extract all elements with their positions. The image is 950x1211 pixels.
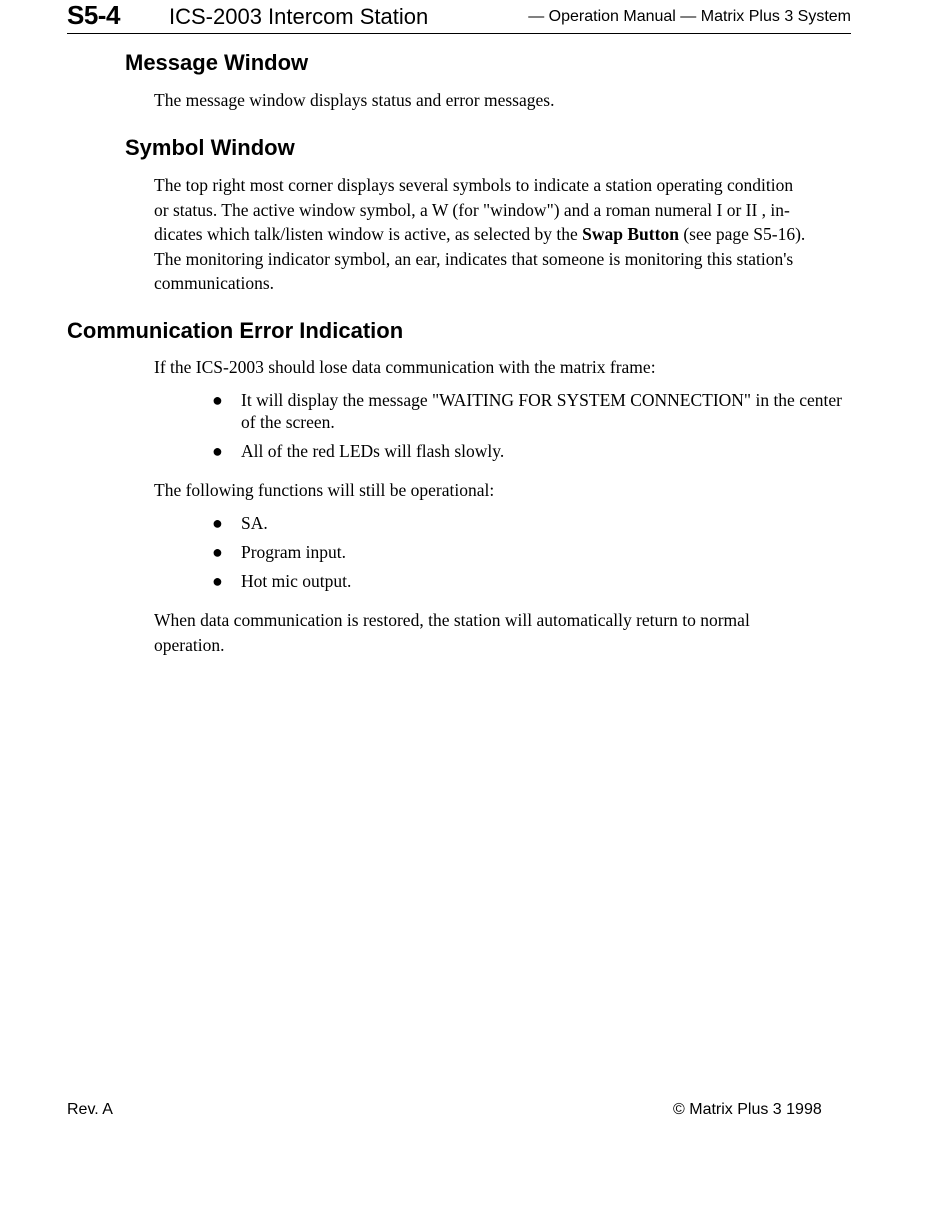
symbol-window-line-3 — [154, 222, 848, 247]
symbol-window-line-1: The top right most corner displays several symbols to indicate a station operating condition — [154, 175, 794, 195]
heading-communication-error: Communication Error Indication — [67, 318, 404, 343]
heading-symbol-window: Symbol Window — [125, 135, 295, 160]
bullet-icon: ● — [212, 441, 223, 461]
operational-list — [154, 512, 854, 592]
symbol-window-line-3-end: (see page S5-16). — [678, 224, 806, 244]
message-window-text: The message window displays status and error messages. — [154, 90, 555, 110]
comm-error-list — [154, 389, 854, 462]
list-item: ● Hot mic output. — [212, 571, 352, 591]
page-number: S5-4 — [67, 0, 120, 30]
list-item: ● Program input. — [212, 542, 346, 562]
symbol-window-line-3-start: dicates which talk/listen window is active, as selected by the — [154, 224, 583, 244]
symbol-window-line-4: The monitoring indicator symbol, an ear, indicates that someone is monitoring this station's — [154, 248, 794, 269]
list-item: ● All of the red LEDs will flash slowly. — [212, 441, 505, 461]
page-subtitle: — Operation Manual — Matrix Plus 3 System — [528, 8, 851, 25]
footer-copyright: © Matrix Plus 3 1998 — [673, 1101, 822, 1118]
symbol-window-line-5: communications. — [154, 273, 275, 293]
closing-text: When data communication is restored, the station will automatically return to normal operation. — [154, 610, 750, 655]
swap-button-reference: Swap Button — [582, 224, 679, 244]
bullet-icon: ● — [212, 571, 223, 591]
footer-revision: Rev. A — [67, 1101, 113, 1118]
bullet-icon: ● — [212, 390, 223, 410]
bullet-icon: ● — [212, 542, 223, 562]
symbol-window-text — [154, 173, 848, 296]
operational-intro: The following functions will still be operational: — [154, 480, 495, 500]
symbol-window-line-2: or status. The active window symbol, a W (for "window") and a roman numeral I or II , in- — [154, 199, 790, 220]
list-item: ● SA. — [212, 513, 268, 533]
page-header — [67, 0, 851, 34]
page-title: ICS-2003 Intercom Station — [169, 4, 429, 29]
comm-error-intro: If the ICS-2003 should lose data communication with the matrix frame: — [154, 357, 656, 377]
list-item: ● It will display the message "WAITING FOR SYSTEM CONNECTION" in the center of the screen. — [212, 390, 842, 432]
heading-message-window: Message Window — [125, 50, 309, 75]
bullet-icon: ● — [212, 513, 223, 533]
